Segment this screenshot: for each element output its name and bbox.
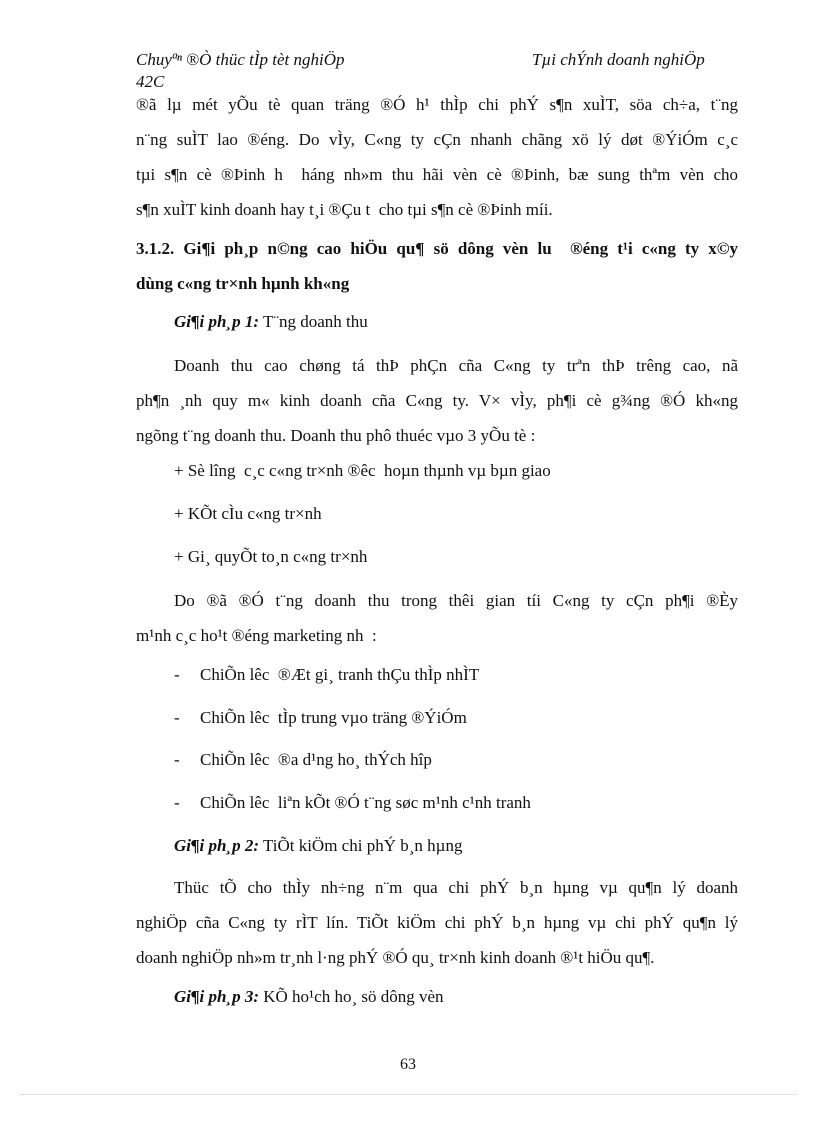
header-document-title: Chuyªⁿ ®Ò thüc tÌp tèt nghiÖp [136, 50, 345, 69]
text-line: ngõng t¨ng doanh thu. Doanh thu phô thuéc vµo 3 yÕu tè : [136, 426, 536, 445]
strategy-text: ChiÕn lêc tÌp trung vµo träng ®ÝiÓm [200, 708, 467, 727]
text-line: doanh nghiÖp nh»m tr¸nh l·ng phÝ ®Ó qu¸ tr×nh kinh doanh ®¹t hiÖu qu¶. [136, 948, 655, 967]
text-line: tµi s¶n cè ®Þinh h háng nh»m thu hãi vèn cè ®Þinh, bæ sung thªm vèn cho [136, 165, 738, 184]
strategy-item [174, 706, 467, 730]
paragraph-costs [136, 870, 738, 975]
solution-title: KÕ ho¹ch ho¸ sö dông vèn [263, 987, 444, 1006]
solution-1-heading [174, 310, 368, 334]
paragraph-intro [136, 87, 738, 227]
solution-label: Gi¶i ph¸p 1: [174, 312, 259, 331]
heading-line: 3.1.2. Gi¶i ph¸p n©ng cao hiÖu qu¶ sö dông vèn lu ®éng t¹i c«ng ty x©y [136, 239, 738, 258]
bullet-dash-icon: - [174, 793, 180, 812]
solution-3-heading [174, 985, 444, 1009]
header-course-name: Tµi chÝnh doanh nghiÖp [532, 50, 705, 69]
text-line: Thüc tÕ cho thÌy nh÷ng n¨m qua chi phÝ b¸n hµng vµ qu¶n lý doanh [174, 878, 738, 897]
factor-item: + Gi¸ quyÕt to¸n c«ng tr×nh [174, 547, 368, 566]
strategy-text: ChiÕn lêc liªn kÕt ®Ó t¨ng søc m¹nh c¹nh tranh [200, 793, 531, 812]
strategy-item [174, 663, 479, 687]
paragraph-marketing [136, 583, 738, 653]
text-line: n¨ng suÌT lao ®éng. Do vÌy, C«ng ty cÇn nhanh chãng xö lý døt ®ÝiÓm c¸c [136, 130, 738, 149]
solution-label: Gi¶i ph¸p 3: [174, 987, 259, 1006]
strategy-text: ChiÕn lêc ®a d¹ng ho¸ thÝch hîp [200, 750, 432, 769]
page-bottom-divider [20, 1094, 796, 1095]
solution-title: T¨ng doanh thu [262, 312, 368, 331]
page-number: 63 [400, 1056, 416, 1073]
strategy-item [174, 791, 531, 815]
heading-line: dùng c«ng tr×nh hµnh kh«ng [136, 274, 350, 293]
strategy-text: ChiÕn lêc ®Æt gi¸ tranh thÇu thÌp nhÌT [200, 665, 480, 684]
factor-item: + KÕt cÌu c«ng tr×nh [174, 504, 322, 523]
text-line: ®ã lµ mét yÕu tè quan träng ®Ó h¹ thÌp chi phÝ s¶n xuÌT, söa ch÷a, t¨ng [136, 95, 738, 114]
factor-item: + Sè lîng c¸c c«ng tr×nh ®êc hoµn thµnh vµ bµn giao [174, 461, 551, 480]
bullet-dash-icon: - [174, 708, 180, 727]
paragraph-revenue [136, 348, 738, 453]
text-line: ph¶n ¸nh quy m« kinh doanh cña C«ng ty. V× vÌy, ph¶i cè g¾ng ®Ó kh«ng [136, 391, 738, 410]
header-class-code: 42C [136, 72, 165, 91]
strategy-item [174, 748, 432, 772]
solution-title: TiÕt kiÖm chi phÝ b¸n hµng [262, 836, 463, 855]
text-line: nghiÖp cña C«ng ty rÌT lín. TiÕt kiÖm chi phÝ b¸n hµng vµ chi phÝ qu¶n lý [136, 913, 738, 932]
solution-label: Gi¶i ph¸p 2: [174, 836, 259, 855]
text-line: s¶n xuÌT kinh doanh hay t¸i ®Çu t cho tµi s¶n cè ®Þinh míi. [136, 200, 553, 219]
text-line: Doanh thu cao chøng tá thÞ phÇn cña C«ng ty trªn thÞ trêng cao, nã [174, 356, 738, 375]
bullet-dash-icon: - [174, 750, 180, 769]
solution-2-heading [174, 834, 462, 858]
bullet-dash-icon: - [174, 665, 180, 684]
section-heading [136, 231, 738, 301]
text-line: Do ®ã ®Ó t¨ng doanh thu trong thêi gian tíi C«ng ty cÇn ph¶i ®Èy [174, 591, 738, 610]
text-line: m¹nh c¸c ho¹t ®éng marketing nh : [136, 626, 377, 645]
